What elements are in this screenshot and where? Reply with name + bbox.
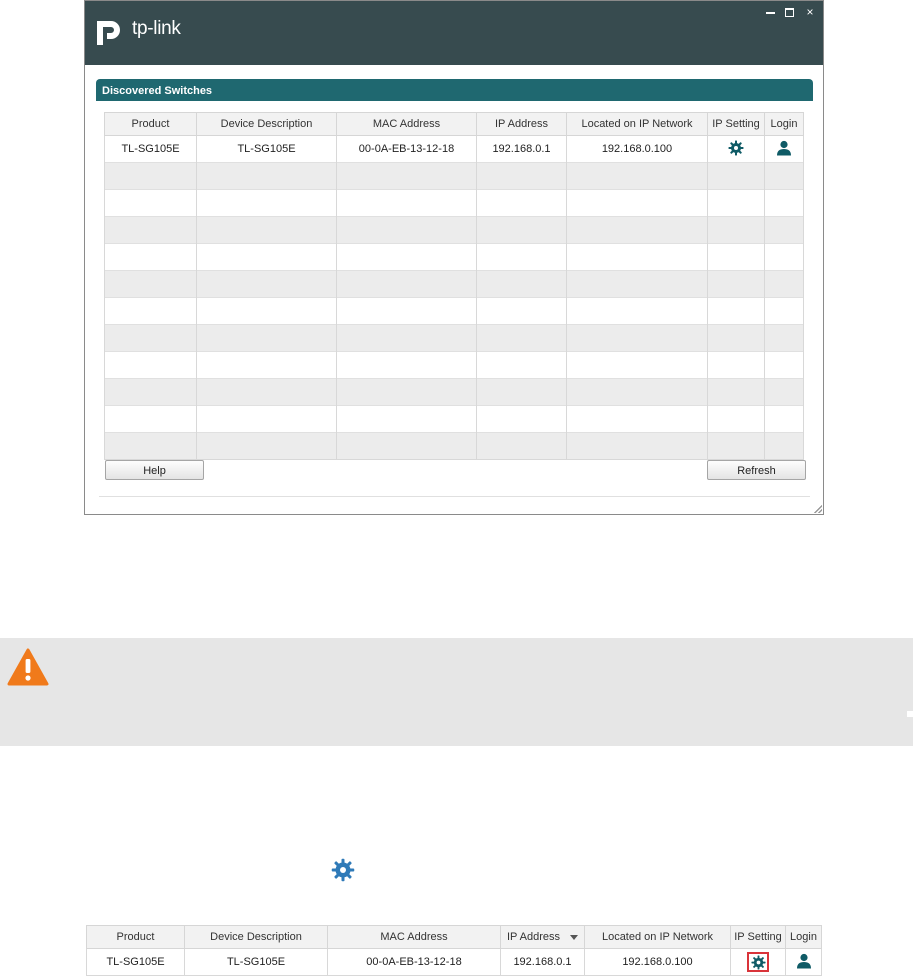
cell-ip-setting <box>708 406 765 433</box>
cell-network: 192.168.0.100 <box>585 949 731 976</box>
column-header-product[interactable]: Product <box>105 113 197 136</box>
maximize-button[interactable] <box>782 4 798 20</box>
cell-ip <box>477 325 567 352</box>
cell-login <box>765 352 804 379</box>
cell-login <box>765 244 804 271</box>
note-banner-notch <box>907 711 913 717</box>
cell-description <box>197 352 337 379</box>
minimize-button[interactable] <box>763 4 779 20</box>
table-header-row <box>105 113 804 136</box>
user-icon[interactable] <box>796 953 812 972</box>
column-header-ip-label: IP Address <box>507 931 560 943</box>
cell-mac <box>337 298 477 325</box>
column-header-description[interactable]: Device Description <box>185 926 328 949</box>
cell-login <box>765 406 804 433</box>
empty-table-row <box>105 406 804 433</box>
cell-description: TL-SG105E <box>197 136 337 163</box>
cell-login <box>765 298 804 325</box>
cell-mac <box>337 163 477 190</box>
empty-table-row <box>105 271 804 298</box>
title-bar[interactable] <box>85 1 823 65</box>
cell-product <box>105 352 197 379</box>
app-window <box>84 0 824 515</box>
cell-ip <box>477 163 567 190</box>
cell-ip-setting <box>731 949 786 976</box>
cell-mac <box>337 244 477 271</box>
cell-product: TL-SG105E <box>87 949 185 976</box>
cell-ip-setting <box>708 433 765 460</box>
cell-mac <box>337 271 477 298</box>
divider <box>99 496 810 497</box>
cell-description <box>197 406 337 433</box>
cell-ip <box>477 352 567 379</box>
empty-table-row <box>105 433 804 460</box>
cell-login <box>765 163 804 190</box>
cell-network <box>567 271 708 298</box>
column-header-mac[interactable]: MAC Address <box>328 926 501 949</box>
warning-triangle-icon <box>6 647 50 687</box>
empty-table-row <box>105 352 804 379</box>
cell-network <box>567 406 708 433</box>
cell-ip-setting <box>708 190 765 217</box>
cell-ip-setting <box>708 271 765 298</box>
cell-description <box>197 298 337 325</box>
cell-product <box>105 271 197 298</box>
switch-table <box>104 112 804 460</box>
column-header-network[interactable]: Located on IP Network <box>585 926 731 949</box>
cell-network <box>567 163 708 190</box>
cell-login <box>765 217 804 244</box>
cell-login <box>786 949 822 976</box>
cell-product: TL-SG105E <box>105 136 197 163</box>
cell-mac <box>337 406 477 433</box>
cell-ip-setting <box>708 325 765 352</box>
close-button[interactable] <box>802 4 818 20</box>
cell-network: 192.168.0.100 <box>567 136 708 163</box>
maximize-icon <box>785 8 794 17</box>
cell-ip-setting <box>708 244 765 271</box>
cell-ip: 192.168.0.1 <box>501 949 585 976</box>
empty-table-row <box>105 325 804 352</box>
minimize-icon <box>766 12 775 14</box>
close-icon: × <box>806 5 814 19</box>
cell-ip <box>477 433 567 460</box>
cell-product <box>105 433 197 460</box>
table-row[interactable] <box>87 949 822 976</box>
column-header-ip[interactable] <box>501 926 585 949</box>
user-icon[interactable] <box>776 140 792 159</box>
empty-table-row <box>105 163 804 190</box>
cell-description <box>197 244 337 271</box>
cell-product <box>105 325 197 352</box>
cell-product <box>105 190 197 217</box>
cell-network <box>567 325 708 352</box>
refresh-button[interactable]: Refresh <box>707 460 806 480</box>
empty-table-row <box>105 190 804 217</box>
empty-table-row <box>105 217 804 244</box>
empty-table-row <box>105 244 804 271</box>
cell-ip-setting <box>708 163 765 190</box>
column-header-login[interactable]: Login <box>786 926 822 949</box>
column-header-ip-setting[interactable]: IP Setting <box>708 113 765 136</box>
cell-network <box>567 298 708 325</box>
cell-network <box>567 433 708 460</box>
sort-descending-icon <box>570 935 578 940</box>
column-header-ip[interactable]: IP Address <box>477 113 567 136</box>
cell-login <box>765 136 804 163</box>
cell-ip-setting <box>708 352 765 379</box>
cell-ip <box>477 271 567 298</box>
cell-product <box>105 217 197 244</box>
excerpt-table <box>86 925 822 976</box>
cell-ip <box>477 190 567 217</box>
gear-icon[interactable] <box>728 140 744 159</box>
cell-description <box>197 217 337 244</box>
cell-ip-setting <box>708 217 765 244</box>
cell-description <box>197 163 337 190</box>
cell-mac <box>337 217 477 244</box>
cell-ip-setting <box>708 298 765 325</box>
cell-product <box>105 244 197 271</box>
cell-description <box>197 379 337 406</box>
cell-mac <box>337 325 477 352</box>
help-button[interactable]: Help <box>105 460 204 480</box>
cell-description <box>197 271 337 298</box>
cell-network <box>567 244 708 271</box>
cell-login <box>765 379 804 406</box>
cell-description <box>197 190 337 217</box>
cell-product <box>105 298 197 325</box>
cell-network <box>567 379 708 406</box>
cell-product <box>105 379 197 406</box>
cell-network <box>567 190 708 217</box>
tp-link-logo-mark <box>94 13 128 49</box>
gear-icon-highlight[interactable] <box>747 952 769 972</box>
column-header-ip-setting[interactable]: IP Setting <box>731 926 786 949</box>
cell-mac: 00-0A-EB-13-12-18 <box>328 949 501 976</box>
gear-icon <box>751 955 766 970</box>
empty-table-row <box>105 379 804 406</box>
column-header-description[interactable]: Device Description <box>197 113 337 136</box>
cell-login <box>765 271 804 298</box>
cell-ip-setting <box>708 379 765 406</box>
tp-link-logo <box>94 13 204 49</box>
column-header-network[interactable]: Located on IP Network <box>567 113 708 136</box>
empty-table-row <box>105 298 804 325</box>
cell-mac: 00-0A-EB-13-12-18 <box>337 136 477 163</box>
note-banner <box>0 638 913 746</box>
cell-description <box>197 433 337 460</box>
column-header-login[interactable]: Login <box>765 113 804 136</box>
table-row[interactable] <box>105 136 804 163</box>
cell-ip-setting <box>708 136 765 163</box>
cell-ip <box>477 217 567 244</box>
cell-mac <box>337 379 477 406</box>
cell-ip <box>477 298 567 325</box>
cell-product <box>105 406 197 433</box>
resize-grip[interactable] <box>814 505 822 513</box>
cell-network <box>567 217 708 244</box>
cell-description <box>197 325 337 352</box>
cell-login <box>765 190 804 217</box>
cell-mac <box>337 190 477 217</box>
cell-ip <box>477 379 567 406</box>
cell-network <box>567 352 708 379</box>
cell-login <box>765 433 804 460</box>
cell-ip <box>477 406 567 433</box>
cell-mac <box>337 352 477 379</box>
cell-login <box>765 325 804 352</box>
brand-name: tp-link <box>132 18 181 39</box>
cell-mac <box>337 433 477 460</box>
cell-description: TL-SG105E <box>185 949 328 976</box>
column-header-product[interactable]: Product <box>87 926 185 949</box>
table-header-row <box>87 926 822 949</box>
cell-ip <box>477 244 567 271</box>
cell-product <box>105 163 197 190</box>
gear-icon <box>331 858 355 882</box>
column-header-mac[interactable]: MAC Address <box>337 113 477 136</box>
cell-ip: 192.168.0.1 <box>477 136 567 163</box>
panel-header: Discovered Switches <box>96 79 813 101</box>
